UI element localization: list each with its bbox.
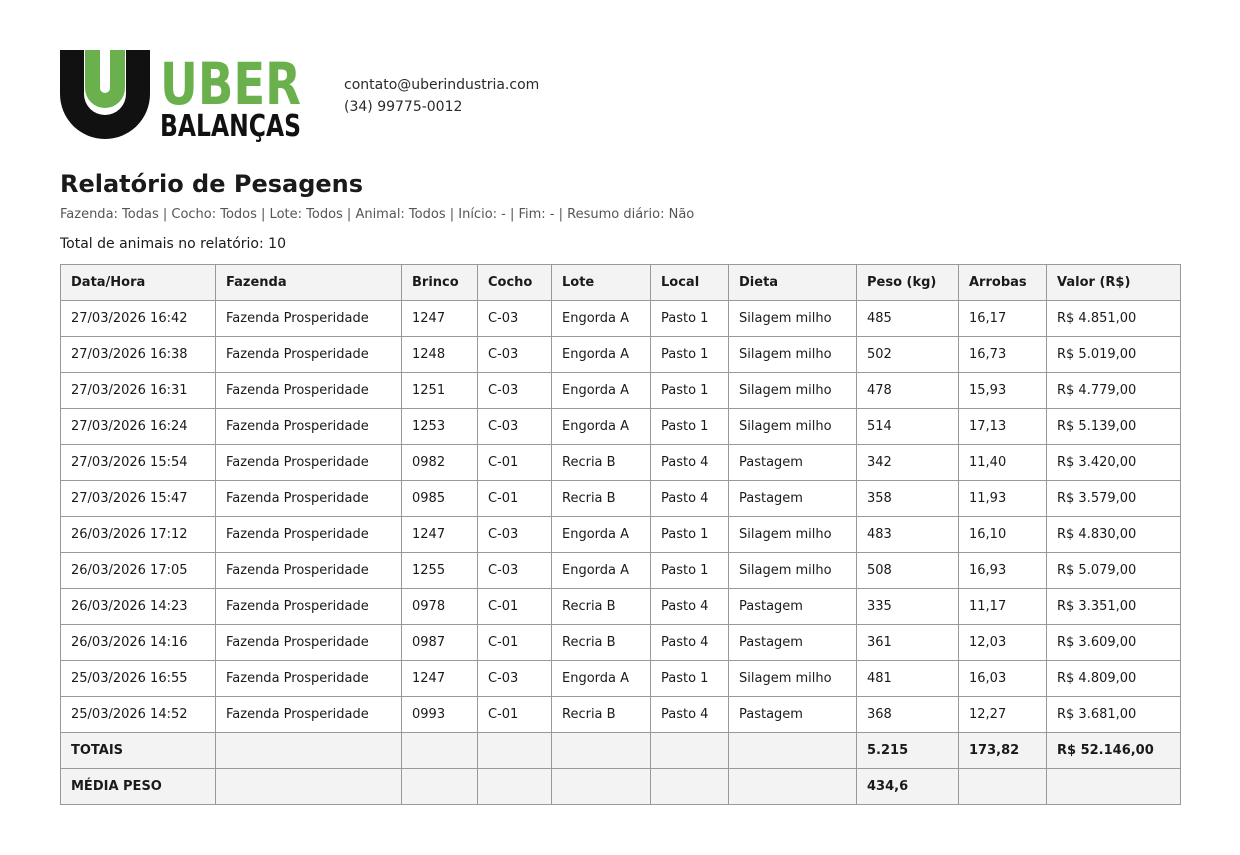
footer-cell-weight: 434,6 bbox=[857, 769, 959, 805]
cell-ear-tag: 1255 bbox=[402, 553, 478, 589]
cell-weight: 483 bbox=[857, 517, 959, 553]
footer-cell-arrobas: 173,82 bbox=[959, 733, 1047, 769]
cell-trough: C-01 bbox=[478, 625, 552, 661]
cell-trough: C-03 bbox=[478, 409, 552, 445]
cell-diet: Silagem milho bbox=[729, 409, 857, 445]
cell-lot: Recria B bbox=[552, 445, 651, 481]
table-row bbox=[61, 517, 1181, 553]
cell-trough: C-01 bbox=[478, 481, 552, 517]
report-title: Relatório de Pesagens bbox=[60, 170, 364, 198]
cell-weight: 342 bbox=[857, 445, 959, 481]
cell-lot: Engorda A bbox=[552, 409, 651, 445]
cell-weight: 478 bbox=[857, 373, 959, 409]
cell-farm: Fazenda Prosperidade bbox=[216, 625, 402, 661]
column-header-date-time: Data/Hora bbox=[61, 265, 216, 301]
column-header-weight: Peso (kg) bbox=[857, 265, 959, 301]
footer-cell-value: R$ 52.146,00 bbox=[1047, 733, 1181, 769]
cell-date-time: 27/03/2026 16:42 bbox=[61, 301, 216, 337]
cell-value: R$ 3.609,00 bbox=[1047, 625, 1181, 661]
table-body bbox=[61, 301, 1181, 733]
cell-location: Pasto 4 bbox=[651, 589, 729, 625]
cell-diet: Silagem milho bbox=[729, 301, 857, 337]
average-weight-row bbox=[61, 769, 1181, 805]
footer-cell-location bbox=[651, 769, 729, 805]
cell-weight: 502 bbox=[857, 337, 959, 373]
cell-diet: Silagem milho bbox=[729, 517, 857, 553]
cell-ear-tag: 1247 bbox=[402, 301, 478, 337]
footer-cell-weight: 5.215 bbox=[857, 733, 959, 769]
cell-lot: Recria B bbox=[552, 625, 651, 661]
footer-cell-farm bbox=[216, 733, 402, 769]
cell-date-time: 27/03/2026 15:47 bbox=[61, 481, 216, 517]
cell-date-time: 26/03/2026 14:16 bbox=[61, 625, 216, 661]
contact-phone: (34) 99775-0012 bbox=[344, 99, 463, 115]
cell-weight: 514 bbox=[857, 409, 959, 445]
column-header-value: Valor (R$) bbox=[1047, 265, 1181, 301]
cell-date-time: 27/03/2026 16:24 bbox=[61, 409, 216, 445]
contact-email: contato@uberindustria.com bbox=[344, 77, 540, 93]
cell-diet: Silagem milho bbox=[729, 373, 857, 409]
table-row bbox=[61, 409, 1181, 445]
weighings-table bbox=[60, 264, 1181, 805]
cell-date-time: 27/03/2026 16:31 bbox=[61, 373, 216, 409]
cell-arrobas: 16,03 bbox=[959, 661, 1047, 697]
cell-location: Pasto 1 bbox=[651, 373, 729, 409]
cell-trough: C-03 bbox=[478, 517, 552, 553]
report-header bbox=[60, 48, 660, 142]
cell-ear-tag: 0982 bbox=[402, 445, 478, 481]
cell-ear-tag: 1247 bbox=[402, 517, 478, 553]
cell-farm: Fazenda Prosperidade bbox=[216, 301, 402, 337]
contact-info bbox=[344, 74, 539, 118]
cell-ear-tag: 1247 bbox=[402, 661, 478, 697]
cell-weight: 358 bbox=[857, 481, 959, 517]
cell-date-time: 27/03/2026 15:54 bbox=[61, 445, 216, 481]
cell-farm: Fazenda Prosperidade bbox=[216, 697, 402, 733]
logo-emblem-icon bbox=[60, 50, 150, 139]
cell-trough: C-03 bbox=[478, 301, 552, 337]
footer-cell-date-time: TOTAIS bbox=[61, 733, 216, 769]
total-animals-line bbox=[60, 236, 286, 252]
cell-diet: Silagem milho bbox=[729, 661, 857, 697]
cell-date-time: 26/03/2026 14:23 bbox=[61, 589, 216, 625]
cell-arrobas: 11,17 bbox=[959, 589, 1047, 625]
cell-value: R$ 4.779,00 bbox=[1047, 373, 1181, 409]
cell-trough: C-03 bbox=[478, 553, 552, 589]
cell-diet: Silagem milho bbox=[729, 553, 857, 589]
cell-diet: Pastagem bbox=[729, 697, 857, 733]
column-header-trough: Cocho bbox=[478, 265, 552, 301]
cell-location: Pasto 4 bbox=[651, 481, 729, 517]
cell-date-time: 25/03/2026 14:52 bbox=[61, 697, 216, 733]
cell-lot: Recria B bbox=[552, 697, 651, 733]
report-filters: Fazenda: Todas | Cocho: Todos | Lote: Todos | Animal: Todos | Início: - | Fim: - | Resumo diário: Não bbox=[60, 207, 695, 222]
cell-lot: Engorda A bbox=[552, 337, 651, 373]
column-header-farm: Fazenda bbox=[216, 265, 402, 301]
cell-weight: 481 bbox=[857, 661, 959, 697]
table-row bbox=[61, 445, 1181, 481]
cell-location: Pasto 1 bbox=[651, 409, 729, 445]
cell-arrobas: 15,93 bbox=[959, 373, 1047, 409]
cell-location: Pasto 4 bbox=[651, 445, 729, 481]
cell-value: R$ 3.579,00 bbox=[1047, 481, 1181, 517]
cell-trough: C-01 bbox=[478, 697, 552, 733]
cell-location: Pasto 4 bbox=[651, 625, 729, 661]
cell-ear-tag: 0993 bbox=[402, 697, 478, 733]
table-row bbox=[61, 625, 1181, 661]
cell-lot: Engorda A bbox=[552, 301, 651, 337]
cell-lot: Recria B bbox=[552, 589, 651, 625]
cell-ear-tag: 1251 bbox=[402, 373, 478, 409]
cell-value: R$ 4.830,00 bbox=[1047, 517, 1181, 553]
cell-diet: Silagem milho bbox=[729, 337, 857, 373]
cell-arrobas: 11,40 bbox=[959, 445, 1047, 481]
table-row bbox=[61, 301, 1181, 337]
table-footer bbox=[61, 733, 1181, 805]
cell-lot: Recria B bbox=[552, 481, 651, 517]
totals-row bbox=[61, 733, 1181, 769]
cell-location: Pasto 1 bbox=[651, 337, 729, 373]
table-header-row bbox=[61, 265, 1181, 301]
footer-cell-value bbox=[1047, 769, 1181, 805]
cell-arrobas: 16,10 bbox=[959, 517, 1047, 553]
cell-lot: Engorda A bbox=[552, 373, 651, 409]
table-header bbox=[61, 265, 1181, 301]
cell-date-time: 27/03/2026 16:38 bbox=[61, 337, 216, 373]
cell-location: Pasto 4 bbox=[651, 697, 729, 733]
cell-diet: Pastagem bbox=[729, 589, 857, 625]
cell-value: R$ 4.809,00 bbox=[1047, 661, 1181, 697]
cell-ear-tag: 0987 bbox=[402, 625, 478, 661]
footer-cell-ear-tag bbox=[402, 733, 478, 769]
cell-value: R$ 4.851,00 bbox=[1047, 301, 1181, 337]
total-animals-value: 10 bbox=[268, 236, 286, 252]
cell-arrobas: 12,03 bbox=[959, 625, 1047, 661]
footer-cell-ear-tag bbox=[402, 769, 478, 805]
table-row bbox=[61, 337, 1181, 373]
cell-arrobas: 16,17 bbox=[959, 301, 1047, 337]
table-row bbox=[61, 661, 1181, 697]
cell-farm: Fazenda Prosperidade bbox=[216, 337, 402, 373]
footer-cell-farm bbox=[216, 769, 402, 805]
cell-trough: C-03 bbox=[478, 661, 552, 697]
cell-trough: C-01 bbox=[478, 445, 552, 481]
footer-cell-trough bbox=[478, 733, 552, 769]
cell-location: Pasto 1 bbox=[651, 517, 729, 553]
cell-farm: Fazenda Prosperidade bbox=[216, 409, 402, 445]
cell-weight: 485 bbox=[857, 301, 959, 337]
column-header-diet: Dieta bbox=[729, 265, 857, 301]
footer-cell-diet bbox=[729, 733, 857, 769]
column-header-arrobas: Arrobas bbox=[959, 265, 1047, 301]
cell-value: R$ 5.019,00 bbox=[1047, 337, 1181, 373]
cell-ear-tag: 1248 bbox=[402, 337, 478, 373]
cell-farm: Fazenda Prosperidade bbox=[216, 661, 402, 697]
cell-value: R$ 5.079,00 bbox=[1047, 553, 1181, 589]
cell-lot: Engorda A bbox=[552, 661, 651, 697]
cell-weight: 361 bbox=[857, 625, 959, 661]
cell-trough: C-03 bbox=[478, 337, 552, 373]
cell-location: Pasto 1 bbox=[651, 553, 729, 589]
cell-value: R$ 3.681,00 bbox=[1047, 697, 1181, 733]
cell-location: Pasto 1 bbox=[651, 661, 729, 697]
cell-value: R$ 3.351,00 bbox=[1047, 589, 1181, 625]
table-row bbox=[61, 481, 1181, 517]
cell-weight: 335 bbox=[857, 589, 959, 625]
cell-lot: Engorda A bbox=[552, 553, 651, 589]
cell-date-time: 26/03/2026 17:12 bbox=[61, 517, 216, 553]
total-animals-label: Total de animais no relatório: bbox=[60, 236, 264, 252]
cell-location: Pasto 1 bbox=[651, 301, 729, 337]
cell-farm: Fazenda Prosperidade bbox=[216, 517, 402, 553]
cell-farm: Fazenda Prosperidade bbox=[216, 373, 402, 409]
cell-arrobas: 17,13 bbox=[959, 409, 1047, 445]
cell-trough: C-01 bbox=[478, 589, 552, 625]
cell-value: R$ 3.420,00 bbox=[1047, 445, 1181, 481]
cell-diet: Pastagem bbox=[729, 445, 857, 481]
cell-farm: Fazenda Prosperidade bbox=[216, 589, 402, 625]
uber-balancas-logo bbox=[60, 48, 305, 142]
footer-cell-lot bbox=[552, 733, 651, 769]
logo-balancas-text: BALANÇAS bbox=[160, 109, 301, 144]
logo-uber-text: UBER bbox=[160, 50, 301, 118]
footer-cell-date-time: MÉDIA PESO bbox=[61, 769, 216, 805]
cell-farm: Fazenda Prosperidade bbox=[216, 445, 402, 481]
footer-cell-location bbox=[651, 733, 729, 769]
cell-weight: 368 bbox=[857, 697, 959, 733]
table-row bbox=[61, 589, 1181, 625]
cell-farm: Fazenda Prosperidade bbox=[216, 481, 402, 517]
table-row bbox=[61, 697, 1181, 733]
cell-farm: Fazenda Prosperidade bbox=[216, 553, 402, 589]
column-header-location: Local bbox=[651, 265, 729, 301]
cell-lot: Engorda A bbox=[552, 517, 651, 553]
cell-arrobas: 12,27 bbox=[959, 697, 1047, 733]
cell-ear-tag: 0978 bbox=[402, 589, 478, 625]
cell-ear-tag: 1253 bbox=[402, 409, 478, 445]
cell-arrobas: 16,93 bbox=[959, 553, 1047, 589]
footer-cell-arrobas bbox=[959, 769, 1047, 805]
cell-arrobas: 16,73 bbox=[959, 337, 1047, 373]
column-header-ear-tag: Brinco bbox=[402, 265, 478, 301]
cell-date-time: 25/03/2026 16:55 bbox=[61, 661, 216, 697]
cell-trough: C-03 bbox=[478, 373, 552, 409]
cell-weight: 508 bbox=[857, 553, 959, 589]
cell-diet: Pastagem bbox=[729, 625, 857, 661]
table-row bbox=[61, 373, 1181, 409]
footer-cell-lot bbox=[552, 769, 651, 805]
cell-value: R$ 5.139,00 bbox=[1047, 409, 1181, 445]
cell-ear-tag: 0985 bbox=[402, 481, 478, 517]
footer-cell-diet bbox=[729, 769, 857, 805]
column-header-lot: Lote bbox=[552, 265, 651, 301]
cell-arrobas: 11,93 bbox=[959, 481, 1047, 517]
cell-diet: Pastagem bbox=[729, 481, 857, 517]
table-row bbox=[61, 553, 1181, 589]
cell-date-time: 26/03/2026 17:05 bbox=[61, 553, 216, 589]
footer-cell-trough bbox=[478, 769, 552, 805]
